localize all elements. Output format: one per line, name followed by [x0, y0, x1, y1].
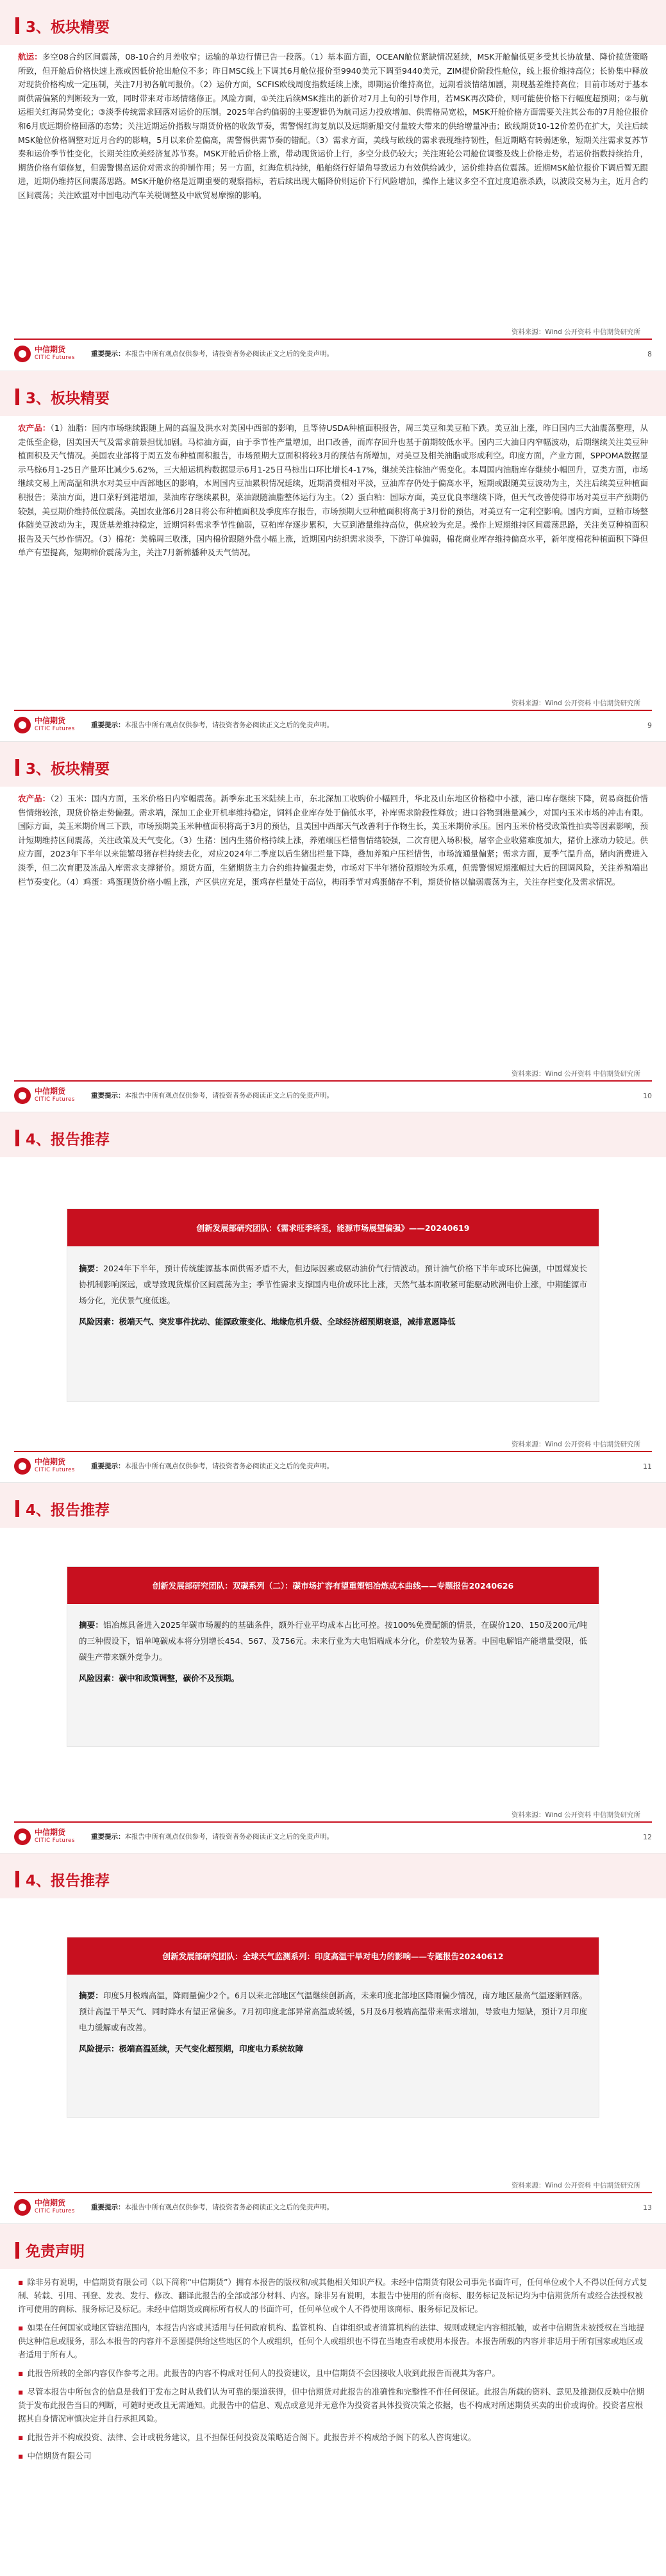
section-title: 3、板块精要: [15, 15, 110, 36]
logo-icon: [14, 346, 31, 362]
logo-icon: [14, 1458, 31, 1475]
content-lead: 航运：: [18, 52, 42, 62]
citic-logo: 中信期货 CITIC Futures: [14, 717, 91, 733]
page-number: 8: [647, 349, 652, 358]
source-note: 资料来源：Wind 公开资料 中信期货研究所: [511, 2182, 640, 2189]
section-bar: [15, 1130, 19, 1146]
page-block-13: [0, 1853, 666, 2223]
page-number: 11: [643, 1462, 652, 1471]
report-body: 摘要：铝冶炼具备进入2025年碳市场履约的基础条件，额外行业平均成本占比可控。按100%免费配额的情景，在碳价120、150及200元/吨的三种假设下，铝单吨碳成本将分别增长454、567、及756元。未来行业为大电铝端成本分化，价差较为显著。中国电解铝产能增量受限，低碳生产带来额外竞争力。 风险因素：碳中和政策调整，碳价不及预期。: [79, 1620, 587, 1683]
disclaimer-paragraph: ▪ 尽管本报告中所包含的信息是我们于发布之时从我们认为可靠的渠道获得，但中信期货对此报告的准确性和完整性不作任何保证。此报告所载的资料、意见及推测仅反映中信期货于发布此报告当日的判断，可随时更改且无需通知。此报告中的信息、观点或意见并无意作为投资者具体投资决策之依据，也不构成对所述期货买卖的出价或询价。投资者应根据其自身情况审慎决定并自行承担风险。: [18, 2387, 644, 2423]
footer-line: [14, 1080, 652, 1082]
footer-line: [14, 710, 652, 711]
page-block-disclaimer: [0, 2223, 666, 2576]
report-card[interactable]: [67, 1937, 599, 2118]
section-bar: [15, 2242, 19, 2259]
disclaimer-paragraph: ▪ 除非另有说明，中信期货有限公司（以下简称“中信期货”）拥有本报告的版权和/或其他相关知识产权。未经中信期货有限公司事先书面许可，任何单位或个人不得以任何方式复制、转载、引用、刊登、发表、发行、修改、翻译此报告的全部或部分材料、内容。除非另有说明，本报告中使用的所有商标、服务标记及标记均为中信期货所有或经合法授权被许可使用的商标、服务标记及标记。未经中信期货或商标所有权人的书面许可，任何单位或个人不得使用该商标、服务标记及标记。: [18, 2277, 647, 2314]
page-block-9: [0, 371, 666, 741]
bullet-icon: ▪: [18, 2387, 24, 2396]
footer-disclaimer: 重要提示：本报告中所有观点仅供参考，请投资者务必阅读正文之后的免责声明。: [91, 2204, 333, 2211]
page-footer: [14, 714, 652, 737]
page-footer: [14, 342, 652, 365]
content-text: （1）油脂：国内市场继续跟随上周的高温及洪水对美国中西部的影响，且等待USDA种植面积报告，周三美豆和美豆粕下跌。美豆油上涨，昨日国内三大油震荡整理，从走低至企稳，因美国天气及需求前景担忧加剧。马棕油方面，由于季节性产量增加，出口改善，而库存回升也基于前期较低水平。国内三大油日内窄幅波动，后期继续关注美豆种植面积及天气情况。美国农业部将于周五发布种植面积报告，市场预期大豆面积将较3月的预估有所增加，对美豆及相关油脂或形成利空。印度方面，产业方面，SPPOMA数据显示马棕6月1-25日产量环比减少5.62%，三大船运机构数据显示6月1-25日马棕出口环比增长4-17%，继续关注棕油产需变化。本周国内油脂库存继续小幅回升，豆类方面，市场继续交易上周高温和洪水对美豆中西部地区的影响，本周国内豆油累积情况延续，近期消费相对平淡，豆油库存仍处于偏高水平，短期或跟随美豆波动为主，关注后续美豆种植面积报告；菜油方面，进口菜籽到港增加，菜油库存继续累积，菜油跟随油脂整体运行为主。（2）蛋白粕：国际方面，美豆优良率继续下降，但天气改善使得市场对美豆丰产预期仍较强，美豆期价维持低位震荡。美国农业部6月28日将公布种植面积及季度库存报告，市场预期大豆种植面积将高于3月份的预估，对美豆有一定利空影响。国内方面，豆粕市场整体随美豆波动为主，现货基差维持稳定，近期饲料需求季节性偏弱，豆粕库存逐步累积，大豆到港量维持高位，供应较为充足。操作上短期维持区间震荡思路，关注美豆种植面积报告及天气炒作情况。（3）棉花：美棉周三收涨，国内棉价跟随外盘小幅上涨，近期国内纺织需求淡季，下游订单偏弱，棉花商业库存维持偏高水平，新年度棉花种植面积下降但单产有望提高，短期棉价震荡为主，关注7月新棉播种及天气情况。: [18, 423, 648, 558]
page-footer: [14, 1455, 652, 1478]
disclaimer-paragraph: ▪ 此报告所载的全部内容仅作参考之用。此报告的内容不构成对任何人的投资建议，且中信期货不会因接收人收到此报告而视其为客户。: [18, 2368, 500, 2378]
citic-logo: 中信期货 CITIC Futures: [14, 2199, 91, 2216]
page-number: 9: [647, 721, 652, 730]
section-bar: [15, 17, 19, 34]
section-title: 3、板块精要: [15, 387, 110, 407]
section-content: [18, 792, 648, 889]
page-footer: [14, 2196, 652, 2219]
section-title: 4、报告推荐: [15, 1869, 110, 1889]
section-title: 4、报告推荐: [15, 1498, 110, 1519]
bullet-icon: ▪: [18, 2368, 24, 2378]
page-number: 10: [643, 1091, 652, 1100]
footer-line: [14, 1451, 652, 1452]
footer-disclaimer: 重要提示：本报告中所有观点仅供参考，请投资者务必阅读正文之后的免责声明。: [91, 1462, 333, 1470]
report-title: 创新发展部研究团队：全球天气监测系列：印度高温干旱对电力的影响——专题报告20240612: [67, 1937, 599, 1975]
header-stripe: [0, 2224, 666, 2269]
page-number: 12: [643, 1832, 652, 1841]
report-card[interactable]: [67, 1566, 599, 1747]
footer-line: [14, 339, 652, 340]
footer-disclaimer: 重要提示：本报告中所有观点仅供参考，请投资者务必阅读正文之后的免责声明。: [91, 721, 333, 729]
citic-logo: 中信期货 CITIC Futures: [14, 1087, 91, 1104]
content-lead: 农产品：: [18, 423, 51, 433]
page-block-8: [0, 0, 666, 371]
section-bar: [15, 1500, 19, 1517]
page-footer: [14, 1825, 652, 1848]
section-bar: [15, 1871, 19, 1887]
report-risk: 极端高温延续，天气变化超预期，印度电力系统故障: [119, 2044, 304, 2053]
logo-icon: [14, 1087, 31, 1104]
report-risk: 极端天气、突发事件扰动、能源政策变化、地缘危机升级、全球经济超预期衰退，减排意愿降低: [119, 1317, 456, 1326]
report-summary: 铝冶炼具备进入2025年碳市场履约的基础条件，额外行业平均成本占比可控。按100%免费配额的情景，在碳价120、150及200元/吨的三种假设下，铝单吨碳成本将分别增长454、567、及756元。未来行业为大电铝端成本分化，价差较为显著。中国电解铝产能增量受限，低碳生产带来额外竞争力。: [79, 1620, 587, 1662]
bullet-icon: ▪: [18, 2323, 24, 2332]
section-content: [18, 421, 648, 560]
disclaimer-body: [18, 2275, 648, 2468]
logo-icon: [14, 1828, 31, 1845]
logo-icon: [14, 2199, 31, 2216]
section-bar: [15, 389, 19, 405]
content-text: 多空08合约区间震荡，08-10合约月差收窄；运输的单边行情已告一段落。（1）基本面方面，OCEAN舱位紧缺情况延续，MSK开舱偏低更多受其长协放量、降价揽货策略所致，但开舱后价格快速上涨或因低价抢出舱位不多；昨日MSC线上下调其6月舱位报价至9940美元下调至9440美元，ZIM提价阶段性舱位，线上报价维持高位；长协集中释放对现货价格构成一定压制，关注7月初各航司报价。（2）运价方面，SCFIS欧线周度指数延续上涨，即期运价维持高位，远期看淡情绪加剧，期现基差维持高位；目前市场对于基本面供需偏紧的判断较为一致，同时带来对市场情绪修正。风险方面，①关注后续MSK推出的新价对7月上旬的引导作用，若MSK再次降价，则可能使价格下行幅度超预期；②与航运相关红海局势变化；③淡季传统需求回落对运价的压制。2025年合约偏弱的主要逻辑仍为航司运力投放增加、供需格局宽松，MSK开舱价格方面需要关注其公布的7月舱位报价和6月底远期价格回落的态势；关注近期运价指数与期货价格的收敛节奏，需警惕红海复航以及远期新船交付量较大带来的供给增量冲击；欧线期货10-12价差仍在扩大，关注后续MSK舱位价格调整对近月合约的影响，5月以来价差偏高，需警惕供需节奏的错配。（3）需求方面，美线与欧线的需求表现维持韧性，但近期略有转弱迹象，短期关注需求复苏节奏和运价季节性变化，长期关注欧美经济复苏节奏。MSK开舱后价格上涨，带动现货运价上行，多空分歧仍较大；关注班轮公司舱位调整及线上价格走势，若运价指数持续抬升，期货价格有望修复，但需警惕高运价对需求的抑制作用；另一方面，红海危机持续，船舶绕行好望角导致运力有效供给减少，运价维持高位震荡。近期MSK舱位报价下调后暂无跟进，近期仍维持区间震荡思路。MSK开舱价格是近期重要的观察指标，若后续出现大幅降价则运价下行风险增加，操作上建议多空不宜过度追涨杀跌，以波段交易为主，近月合约区间震荡；关注欧盟对中国电动汽车关税调整及中欧贸易摩擦的影响。: [18, 52, 648, 200]
bullet-icon: ▪: [18, 2432, 24, 2442]
section-title: 3、板块精要: [15, 757, 110, 778]
report-title: 创新发展部研究团队：双碳系列（二）：碳市场扩容有望重塑铝冶炼成本曲线——专题报告20240626: [67, 1567, 599, 1604]
bullet-icon: ▪: [18, 2277, 24, 2287]
section-bar: [15, 759, 19, 776]
page-block-10: [0, 741, 666, 1112]
footer-line: [14, 1821, 652, 1823]
report-title: 创新发展部研究团队：《需求旺季将至，能源市场展望偏强》——20240619: [67, 1209, 599, 1246]
disclaimer-title: 免责声明: [15, 2239, 85, 2261]
content-lead: 农产品：: [18, 794, 51, 803]
source-note: 资料来源：Wind 公开资料 中信期货研究所: [511, 328, 640, 336]
content-text: （2）玉米：国内方面，玉米价格日内窄幅震荡。新季东北玉米陆续上市，东北深加工收购价小幅回升，华北及山东地区价格稳中小涨，港口库存继续下降，贸易商挺价惜售情绪较浓，现货价格走势偏强。需求端，深加工企业开机率维持稳定，饲料企业库存处于偏低水平，补库需求阶段性释放；进口谷物到港量减少，对国内玉米市场的冲击有限。国际方面，美玉米期价周三下跌，市场预期美玉米种植面积将高于3月的预估，且美国中西部天气改善利于作物生长，美玉米期价承压。国内玉米价格受政策性拍卖等因素影响，预计短期维持区间震荡，关注政策及天气变化。（3）生猪：国内生猪价格持续上涨，养殖端压栏惜售情绪较强，二次育肥入场积极，屠宰企业收猪难度加大，猪价上涨动力较足。供应方面，2023年下半年以来能繁母猪存栏持续去化，对应2024年二季度以后生猪出栏量下降，叠加养殖户压栏惜售，市场流通量偏紧；需求方面，夏季气温升高，猪肉消费进入淡季，但二次育肥及冻品入库需求支撑猪价。期货方面，生猪期货主力合约维持偏强走势，市场对下半年猪价预期较为乐观，但需警惕短期涨幅过大后的回调风险，关注养殖端出栏节奏变化。（4）鸡蛋：鸡蛋现货价格小幅上涨，产区供应充足，蛋鸡存栏量处于高位，梅雨季节对鸡蛋储存不利，期货价格以偏弱震荡为主，关注存栏变化及需求情况。: [18, 794, 648, 887]
footer-disclaimer: 重要提示：本报告中所有观点仅供参考，请投资者务必阅读正文之后的免责声明。: [91, 1833, 333, 1841]
footer-line: [14, 2192, 652, 2193]
report-summary: 印度5月极端高温，降雨量偏少2个。6月以来北部地区气温继续创新高，未来印度北部地区降雨偏少情况，南方地区最高气温逐渐回落。预计高温干旱天气、同时降水有望正常偏多。7月初印度北部异常高温或转缓，5月及6月极端高温带来需求增加，导致电力短缺，预计7月印度电力缓解或有改善。: [79, 1991, 587, 2032]
footer-disclaimer: 重要提示：本报告中所有观点仅供参考，请投资者务必阅读正文之后的免责声明。: [91, 350, 333, 358]
disclaimer-paragraph: ▪ 此报告并不构成投资、法律、会计或税务建议，且不担保任何投资及策略适合阁下。此报告并不构成给予阁下的私人咨询建议。: [18, 2432, 476, 2442]
report-summary: 2024年下半年，预计传统能源基本面供需矛盾不大，但边际因素或驱动油价气行情波动。预计油气价格下半年或环比偏强，中国煤炭长协机制影响深远，或导致现货煤价区间震荡为主；季节性需求支撑国内电价或环比上涨，天然气基本面收紧可能驱动欧洲电价上涨，中期能源市场分化，光伏景气度低迷。: [79, 1264, 587, 1305]
disclaimer-company: ▪ 中信期货有限公司: [18, 2451, 92, 2461]
source-note: 资料来源：Wind 公开资料 中信期货研究所: [511, 1070, 640, 1078]
report-body: 摘要：印度5月极端高温，降雨量偏少2个。6月以来北部地区气温继续创新高，未来印度北部地区降雨偏少情况，南方地区最高气温逐渐回落。预计高温干旱天气、同时降水有望正常偏多。7月初印度北部异常高温或转缓，5月及6月极端高温带来需求增加，导致电力短缺，预计7月印度电力缓解或有改善。 风险提示：极端高温延续，天气变化超预期，印度电力系统故障: [79, 1991, 587, 2053]
citic-logo: 中信期货 CITIC Futures: [14, 1458, 91, 1475]
source-note: 资料来源：Wind 公开资料 中信期货研究所: [511, 699, 640, 707]
citic-logo: 中信期货 CITIC Futures: [14, 1828, 91, 1845]
page-block-11: [0, 1112, 666, 1482]
report-card[interactable]: [67, 1209, 599, 1402]
source-note: 资料来源：Wind 公开资料 中信期货研究所: [511, 1441, 640, 1448]
citic-logo: 中信期货 CITIC Futures: [14, 346, 91, 362]
source-note: 资料来源：Wind 公开资料 中信期货研究所: [511, 1811, 640, 1819]
section-title: 4、报告推荐: [15, 1128, 110, 1148]
logo-icon: [14, 717, 31, 733]
footer-disclaimer: 重要提示：本报告中所有观点仅供参考，请投资者务必阅读正文之后的免责声明。: [91, 1092, 333, 1100]
section-content: [18, 50, 648, 203]
bullet-icon: ▪: [18, 2451, 24, 2461]
disclaimer-paragraph: ▪ 如果在任何国家或地区管辖范围内，本报告内容或其适用与任何政府机构、监管机构、自律组织或者清算机构的法律、规则或规定内容相抵触，或者中信期货未被授权在当地提供这种信息或服务，那么本报告的内容并不意图提供给这些地区的个人或组织，任何个人或组织也不得在当地查看或使用本报告。本报告所载的内容并非适用于所有国家或地区或者适用于所有人。: [18, 2323, 644, 2359]
page-footer: [14, 1084, 652, 1107]
page-block-12: [0, 1482, 666, 1853]
page-number: 13: [643, 2203, 652, 2212]
report-body: 摘要：2024年下半年，预计传统能源基本面供需矛盾不大，但边际因素或驱动油价气行情波动。预计油气价格下半年或环比偏强，中国煤炭长协机制影响深远，或导致现货煤价区间震荡为主；季节性需求支撑国内电价或环比上涨，天然气基本面收紧可能驱动欧洲电价上涨，中期能源市场分化，光伏景气度低迷。 风险因素：极端天气、突发事件扰动、能源政策变化、地缘危机升级、全球经济超预期衰退，减排意愿降低: [79, 1264, 587, 1326]
report-risk: 碳中和政策调整，碳价不及预期。: [119, 1673, 240, 1683]
